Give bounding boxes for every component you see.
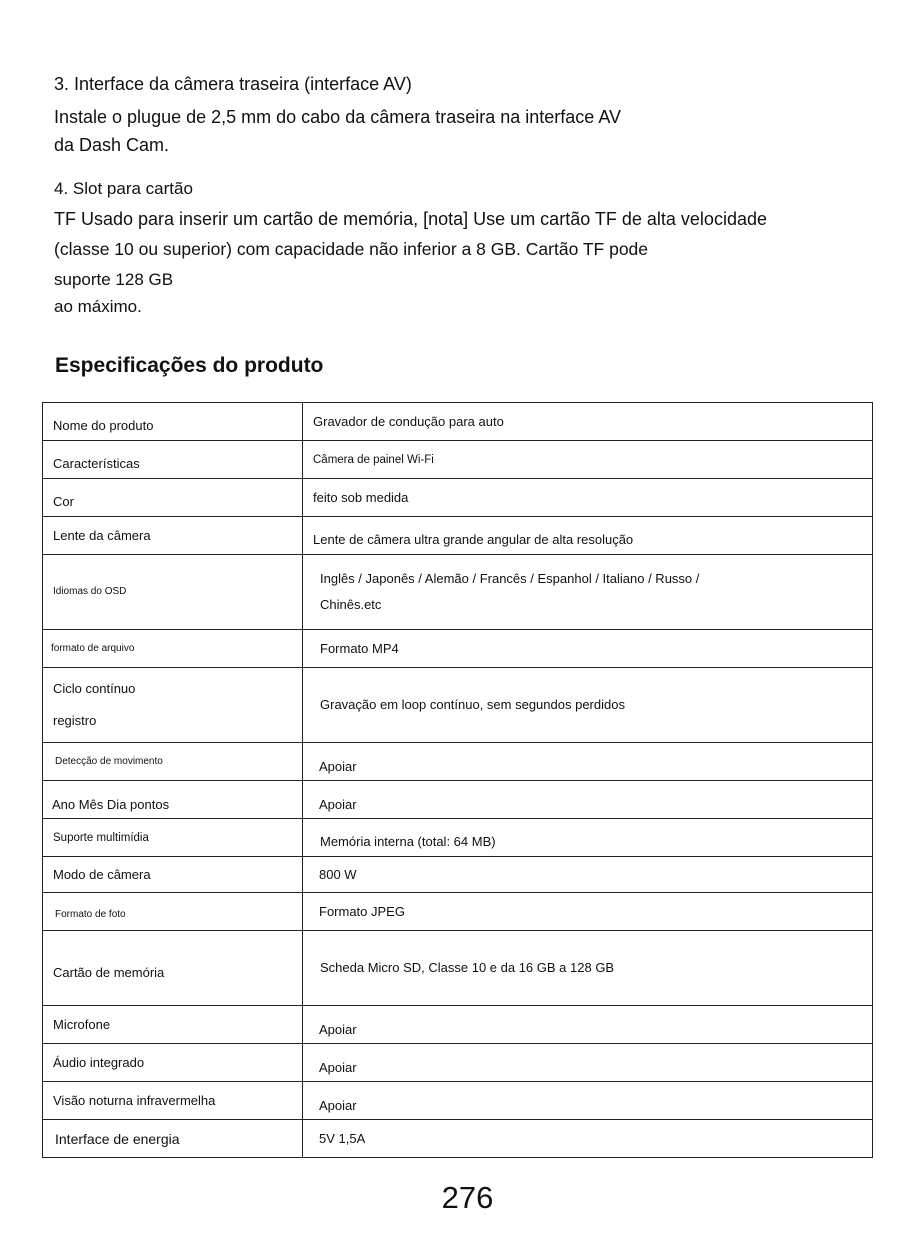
table-row (43, 1006, 873, 1044)
table-row (43, 479, 873, 517)
specs-heading: Especificações do produto (55, 354, 324, 377)
table-row (43, 1082, 873, 1120)
table-row (43, 517, 873, 555)
spec-label: Cor (43, 479, 303, 517)
spec-value-line-2: Chinês.etc (320, 597, 382, 612)
spec-label: Visão noturna infravermelha (43, 1082, 303, 1120)
spec-value: Formato MP4 (303, 630, 873, 668)
spec-value: Inglês / Japonês / Alemão / Francês / Espanhol / Italiano / Russo / (320, 571, 700, 586)
section-4-title: 4. Slot para cartão (54, 179, 193, 198)
table-row (43, 931, 873, 1006)
spec-label: formato de arquivo (43, 630, 303, 668)
section-4-line-2: (classe 10 ou superior) com capacidade não inferior a 8 GB. Cartão TF pode (54, 239, 649, 259)
table-row (43, 743, 873, 781)
spec-label: Áudio integrado (43, 1044, 303, 1082)
spec-value: Lente de câmera ultra grande angular de alta resolução (303, 517, 873, 555)
section-3-line-1: Instale o plugue de 2,5 mm do cabo da câmera traseira na interface AV (54, 107, 621, 127)
spec-value: Scheda Micro SD, Classe 10 e da 16 GB a 128 GB (303, 931, 873, 1006)
spec-value: Apoiar (303, 743, 873, 781)
spec-label: Ciclo contínuo (53, 681, 136, 696)
spec-label: Suporte multimídia (43, 819, 303, 857)
spec-label-line-2: registro (53, 713, 97, 728)
section-3-title: 3. Interface da câmera traseira (interface AV) (54, 74, 412, 94)
spec-value: Apoiar (303, 1082, 873, 1120)
spec-value-cell (303, 555, 873, 630)
spec-value: 800 W (303, 857, 873, 893)
table-row (43, 781, 873, 819)
table-row (43, 819, 873, 857)
table-row (43, 668, 873, 743)
section-4-line-3: suporte 128 GB (54, 270, 174, 289)
table-row (43, 630, 873, 668)
spec-label: Formato de foto (43, 893, 303, 931)
page-number: 276 (441, 1180, 494, 1215)
table-row (43, 441, 873, 479)
spec-value: Formato JPEG (303, 893, 873, 931)
spec-value: Apoiar (303, 781, 873, 819)
section-4-line-4: ao máximo. (54, 297, 142, 316)
table-row (43, 1044, 873, 1082)
spec-value: Apoiar (303, 1006, 873, 1044)
table-row (43, 403, 873, 441)
table-row (43, 1120, 873, 1158)
specs-table (42, 402, 873, 1158)
spec-label: Detecção de movimento (43, 743, 303, 781)
spec-value: Gravação em loop contínuo, sem segundos perdidos (303, 668, 873, 743)
spec-label-cell (43, 668, 303, 743)
spec-value: Apoiar (303, 1044, 873, 1082)
spec-label: Modo de câmera (43, 857, 303, 893)
table-row (43, 857, 873, 893)
spec-value: Gravador de condução para auto (303, 403, 873, 441)
table-row (43, 555, 873, 630)
spec-value: Câmera de painel Wi-Fi (303, 441, 873, 479)
spec-label: Idiomas do OSD (43, 555, 303, 630)
spec-label: Interface de energia (43, 1120, 303, 1158)
spec-label: Microfone (43, 1006, 303, 1044)
table-row (43, 893, 873, 931)
spec-value: 5V 1,5A (303, 1120, 873, 1158)
spec-value: feito sob medida (303, 479, 873, 517)
spec-value: Memória interna (total: 64 MB) (303, 819, 873, 857)
spec-label: Ano Mês Dia pontos (43, 781, 303, 819)
section-4-line-1: TF Usado para inserir um cartão de memória, [nota] Use um cartão TF de alta velocidade (54, 209, 767, 229)
spec-label: Características (43, 441, 303, 479)
spec-label: Nome do produto (43, 403, 303, 441)
spec-label: Lente da câmera (43, 517, 303, 555)
section-3-line-2: da Dash Cam. (54, 135, 170, 155)
spec-label: Cartão de memória (43, 931, 303, 1006)
